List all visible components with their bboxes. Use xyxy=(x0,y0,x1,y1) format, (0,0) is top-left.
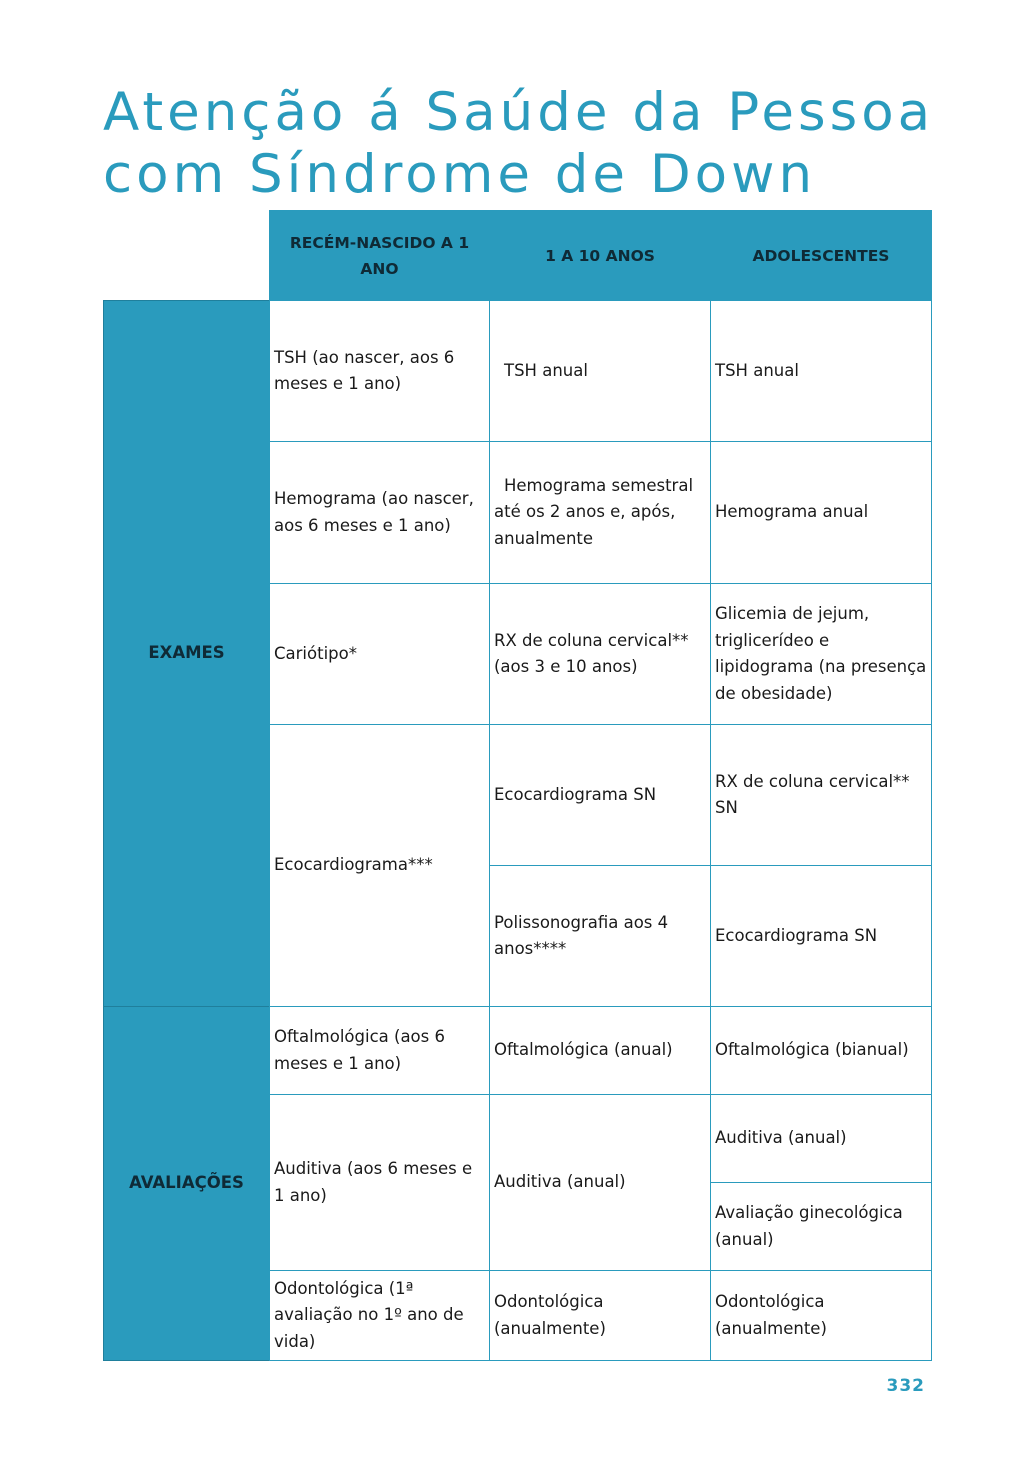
cell-oftalmo-newborn xyxy=(269,1006,490,1095)
header-1-to-10 xyxy=(489,210,711,301)
cell-text: Hemograma anual xyxy=(715,502,869,522)
title-line-1: Atenção á Saúde da Pessoa xyxy=(103,82,935,143)
cell-text: RX de coluna cervical** (aos 3 e 10 anos) xyxy=(494,630,689,676)
cell-text: Auditiva (aos 6 meses e 1 ano) xyxy=(274,1159,473,1205)
cell-rx-1-to-10 xyxy=(489,583,711,725)
header-1-to-10-label: 1 A 10 ANOS xyxy=(545,246,655,265)
cell-tsh-newborn xyxy=(269,300,490,442)
cell-eco-newborn xyxy=(269,724,490,1007)
cell-tsh-adolescents xyxy=(710,300,932,442)
cell-rx-adolescents xyxy=(710,724,932,866)
cell-eco-1-to-10 xyxy=(489,724,711,866)
cell-text: Glicemia de jejum, triglicerídeo e lipidograma (na presença de obesidade) xyxy=(715,604,927,703)
cell-glicemia-adolescents xyxy=(710,583,932,725)
cell-tsh-1-to-10 xyxy=(489,300,711,442)
title-line-2: com Síndrome de Down xyxy=(103,144,817,205)
cell-text: TSH anual xyxy=(715,360,799,380)
cell-text: Avaliação ginecológica (anual) xyxy=(715,1203,903,1249)
cell-eco-adolescents xyxy=(710,865,932,1007)
care-schedule-table xyxy=(103,210,931,1360)
page-number: 332 xyxy=(886,1376,925,1396)
section-avaliacoes-label: AVALIAÇÕES xyxy=(129,1173,244,1193)
section-exames-label: EXAMES xyxy=(148,643,225,663)
cell-gineco-adolescents xyxy=(710,1182,932,1271)
cell-text: Ecocardiograma*** xyxy=(274,855,433,875)
cell-text: Auditiva (anual) xyxy=(494,1172,626,1192)
section-exames xyxy=(103,300,270,1007)
cell-text: Hemograma semestral até os 2 anos e, após, anualmente xyxy=(494,475,694,548)
header-newborn xyxy=(269,210,490,301)
cell-text: RX de coluna cervical** SN xyxy=(715,771,910,817)
cell-auditiva-adolescents xyxy=(710,1094,932,1183)
cell-text: Oftalmológica (bianual) xyxy=(715,1040,909,1060)
cell-text: TSH (ao nascer, aos 6 meses e 1 ano) xyxy=(274,347,455,393)
cell-hemograma-1-to-10 xyxy=(489,441,711,584)
header-adolescents-label: ADOLESCENTES xyxy=(752,246,890,265)
cell-oftalmo-1-to-10 xyxy=(489,1006,711,1095)
cell-oftalmo-adolescents xyxy=(710,1006,932,1095)
cell-hemograma-adolescents xyxy=(710,441,932,584)
cell-text: Hemograma (ao nascer, aos 6 meses e 1 ano) xyxy=(274,489,474,535)
cell-hemograma-newborn xyxy=(269,441,490,584)
header-newborn-label: RECÉM-NASCIDO A 1 ANO xyxy=(289,233,470,278)
header-adolescents xyxy=(710,210,932,301)
cell-odonto-adolescents xyxy=(710,1270,932,1361)
cell-text: Auditiva (anual) xyxy=(715,1128,847,1148)
cell-odonto-newborn xyxy=(269,1270,490,1361)
cell-text: Cariótipo* xyxy=(274,643,357,663)
cell-polissonografia-1-to-10 xyxy=(489,865,711,1007)
cell-text: Oftalmológica (anual) xyxy=(494,1040,673,1060)
cell-auditiva-newborn xyxy=(269,1094,490,1271)
cell-auditiva-1-to-10 xyxy=(489,1094,711,1271)
cell-odonto-1-to-10 xyxy=(489,1270,711,1361)
section-avaliacoes xyxy=(103,1006,270,1361)
page-title xyxy=(103,82,983,206)
corner-blank-cell xyxy=(103,210,269,300)
cell-text: Odontológica (anualmente) xyxy=(494,1292,606,1338)
cell-text: TSH anual xyxy=(504,360,588,380)
cell-text: Odontológica (1ª avaliação no 1º ano de vida) xyxy=(274,1278,464,1351)
cell-text: Oftalmológica (aos 6 meses e 1 ano) xyxy=(274,1027,445,1073)
cell-text: Ecocardiograma SN xyxy=(494,784,657,804)
cell-cariotipo-newborn xyxy=(269,583,490,725)
cell-text: Ecocardiograma SN xyxy=(715,925,878,945)
cell-text: Polissonografia aos 4 anos**** xyxy=(494,912,669,958)
cell-text: Odontológica (anualmente) xyxy=(715,1292,827,1338)
